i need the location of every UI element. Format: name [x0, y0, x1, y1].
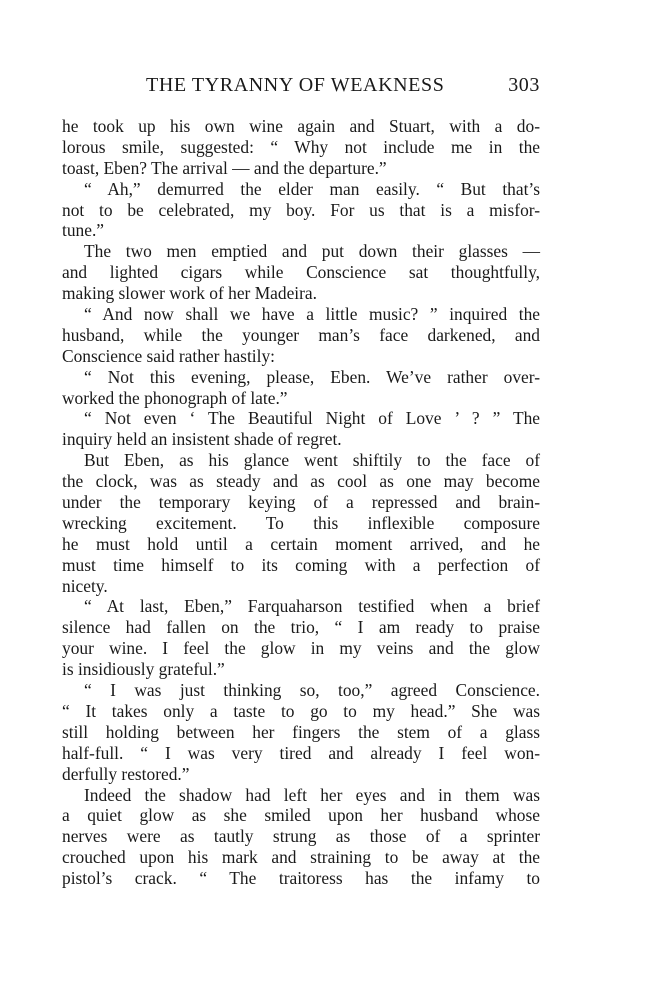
- text-line: must time himself to its coming with a perfection of: [62, 554, 540, 575]
- text-line: making slower work of her Madeira.: [62, 283, 317, 304]
- text-line: he took up his own wine again and Stuart, with a do-: [62, 116, 540, 136]
- text-line: nerves were as tautly strung as those of a sprinter: [62, 826, 540, 847]
- text-line: silence had fallen on the trio, “ I am ready to praise: [62, 617, 540, 638]
- text-line: lorous smile, suggested: “ Why not include me in the: [62, 136, 540, 157]
- text-line: “ Ah,” demurred the elder man easily. “ But that’s: [84, 178, 540, 199]
- text-line: worked the phonograph of late.”: [62, 387, 288, 408]
- text-line: “ Not this evening, please, Eben. We’ve rather over-: [84, 366, 540, 387]
- text-line: “ It takes only a taste to go to my head.” She was: [62, 700, 540, 721]
- text-line: a quiet glow as she smiled upon her husband whose: [62, 805, 540, 826]
- text-line: But Eben, as his glance went shiftily to the face of: [84, 450, 540, 471]
- text-line: toast, Eben? The arrival — and the departure.”: [62, 157, 387, 178]
- text-line: husband, while the younger man’s face darkened, and: [62, 324, 540, 345]
- text-line: your wine. I feel the glow in my veins and the glow: [62, 638, 540, 659]
- text-line: Indeed the shadow had left her eyes and in them was: [84, 784, 540, 805]
- text-line: The two men emptied and put down their glasses —: [84, 241, 540, 262]
- text-line: still holding between her fingers the stem of a glass: [62, 721, 540, 742]
- text-line: pistol’s crack. “ The traitoress has the infamy to: [62, 868, 540, 889]
- text-line: “ At last, Eben,” Farquaharson testified when a brief: [84, 596, 540, 617]
- text-line: is insidiously grateful.”: [62, 659, 225, 680]
- text-line: crouched upon his mark and straining to be away at the: [62, 847, 540, 868]
- text-line: he must hold until a certain moment arrived, and he: [62, 533, 540, 554]
- page-number: 303: [508, 74, 540, 96]
- running-head: [62, 74, 540, 100]
- text-line: and lighted cigars while Conscience sat thoughtfully,: [62, 262, 540, 283]
- text-line: half-full. “ I was very tired and already I feel won-: [62, 742, 540, 763]
- text-line: tune.”: [62, 220, 105, 241]
- text-line: wrecking excitement. To this inflexible composure: [62, 512, 540, 533]
- text-line: derfully restored.”: [62, 763, 190, 784]
- text-line: inquiry held an insistent shade of regret.: [62, 429, 342, 450]
- text-line: under the temporary keying of a repressed and brain-: [62, 492, 540, 513]
- text-line: the clock, was as steady and as cool as one may become: [62, 471, 540, 492]
- text-line: not to be celebrated, my boy. For us that is a misfor-: [62, 199, 540, 220]
- running-title: THE TYRANNY OF WEAKNESS: [146, 74, 445, 96]
- text-line: Conscience said rather hastily:: [62, 345, 275, 366]
- text-line: “ And now shall we have a little music? ” inquired the: [84, 304, 540, 325]
- text-line: nicety.: [62, 575, 108, 596]
- text-line: “ Not even ‘ The Beautiful Night of Love ’ ? ” The: [84, 408, 540, 429]
- text-line: “ I was just thinking so, too,” agreed Conscience.: [84, 680, 540, 701]
- body-text: [62, 116, 540, 889]
